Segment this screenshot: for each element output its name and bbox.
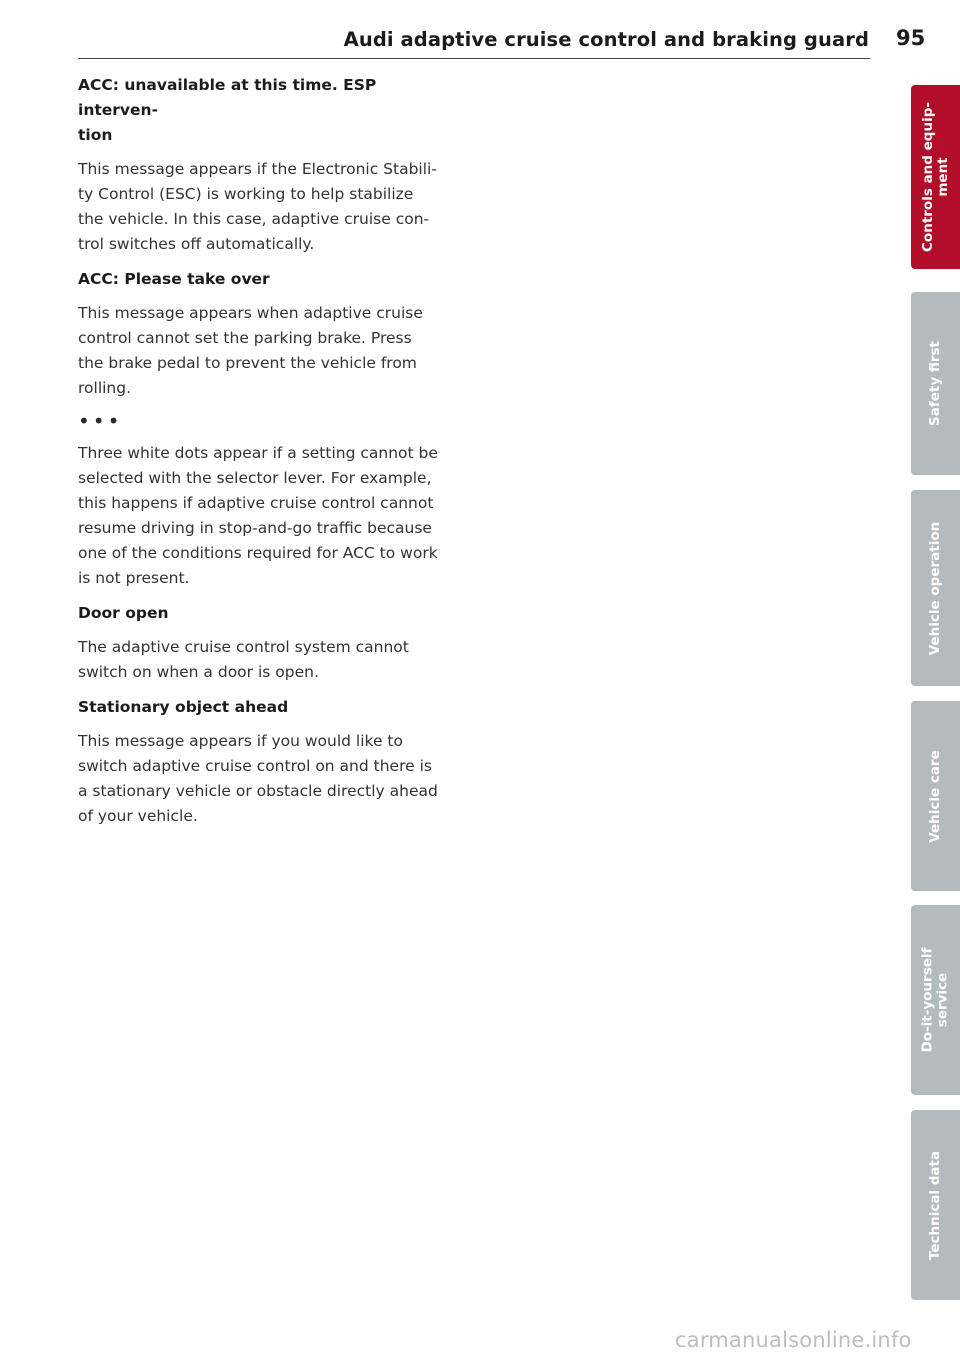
tab-do-it-yourself-service[interactable] <box>911 905 960 1095</box>
section-heading: Door open <box>78 604 169 622</box>
page-number: 95 <box>896 26 926 50</box>
tab-label: Vehicle care <box>927 749 943 843</box>
tab-label: Controls and equip- ment <box>919 102 951 252</box>
tab-label: Vehicle operation <box>927 521 944 655</box>
section-paragraph: Three white dots appear if a setting cannot be selected with the selector lever. For example, this happens if adaptive cruise control cannot resume driving in stop-and-go traffic because one of the conditions required for ACC to work is not present. <box>78 444 438 587</box>
section-paragraph: This message appears when adaptive cruise control cannot set the parking brake. Press the brake pedal to prevent the vehicle from rolling. <box>78 304 423 397</box>
section-stationary-object <box>78 695 458 829</box>
section-paragraph: This message appears if the Electronic Stabili- ty Control (ESC) is working to help stabilize the vehicle. In this case, adaptive cruise con- trol switches off automatically. <box>78 160 437 253</box>
tab-vehicle-care[interactable] <box>911 701 960 891</box>
section-heading: ACC: unavailable at this time. ESP interven- tion <box>78 76 377 144</box>
section-three-dots <box>78 411 458 591</box>
tab-technical-data[interactable] <box>911 1110 960 1300</box>
tab-label: Technical data <box>927 1150 944 1260</box>
tab-label: Do-it-yourself service <box>919 947 951 1053</box>
three-dots-symbol: ••• <box>78 409 123 433</box>
header-divider <box>78 58 870 59</box>
tab-label: Safety first <box>927 341 943 426</box>
section-paragraph: The adaptive cruise control system cannot switch on when a door is open. <box>78 638 409 681</box>
section-heading: ACC: Please take over <box>78 270 270 288</box>
section-door-open <box>78 601 458 685</box>
tab-vehicle-operation[interactable] <box>911 490 960 686</box>
tab-safety-first[interactable] <box>911 292 960 475</box>
section-paragraph: This message appears if you would like to switch adaptive cruise control on and there is a stationary vehicle or obstacle directly ahead of your vehicle. <box>78 732 438 825</box>
section-please-take-over <box>78 267 458 401</box>
section-esp-intervention <box>78 73 458 257</box>
main-content <box>78 73 458 839</box>
section-heading: Stationary object ahead <box>78 698 289 716</box>
tab-controls-and-equipment[interactable] <box>911 85 960 269</box>
running-header-title: Audi adaptive cruise control and braking guard <box>343 28 869 51</box>
watermark-text: carmanualsonline.info <box>675 1328 912 1352</box>
